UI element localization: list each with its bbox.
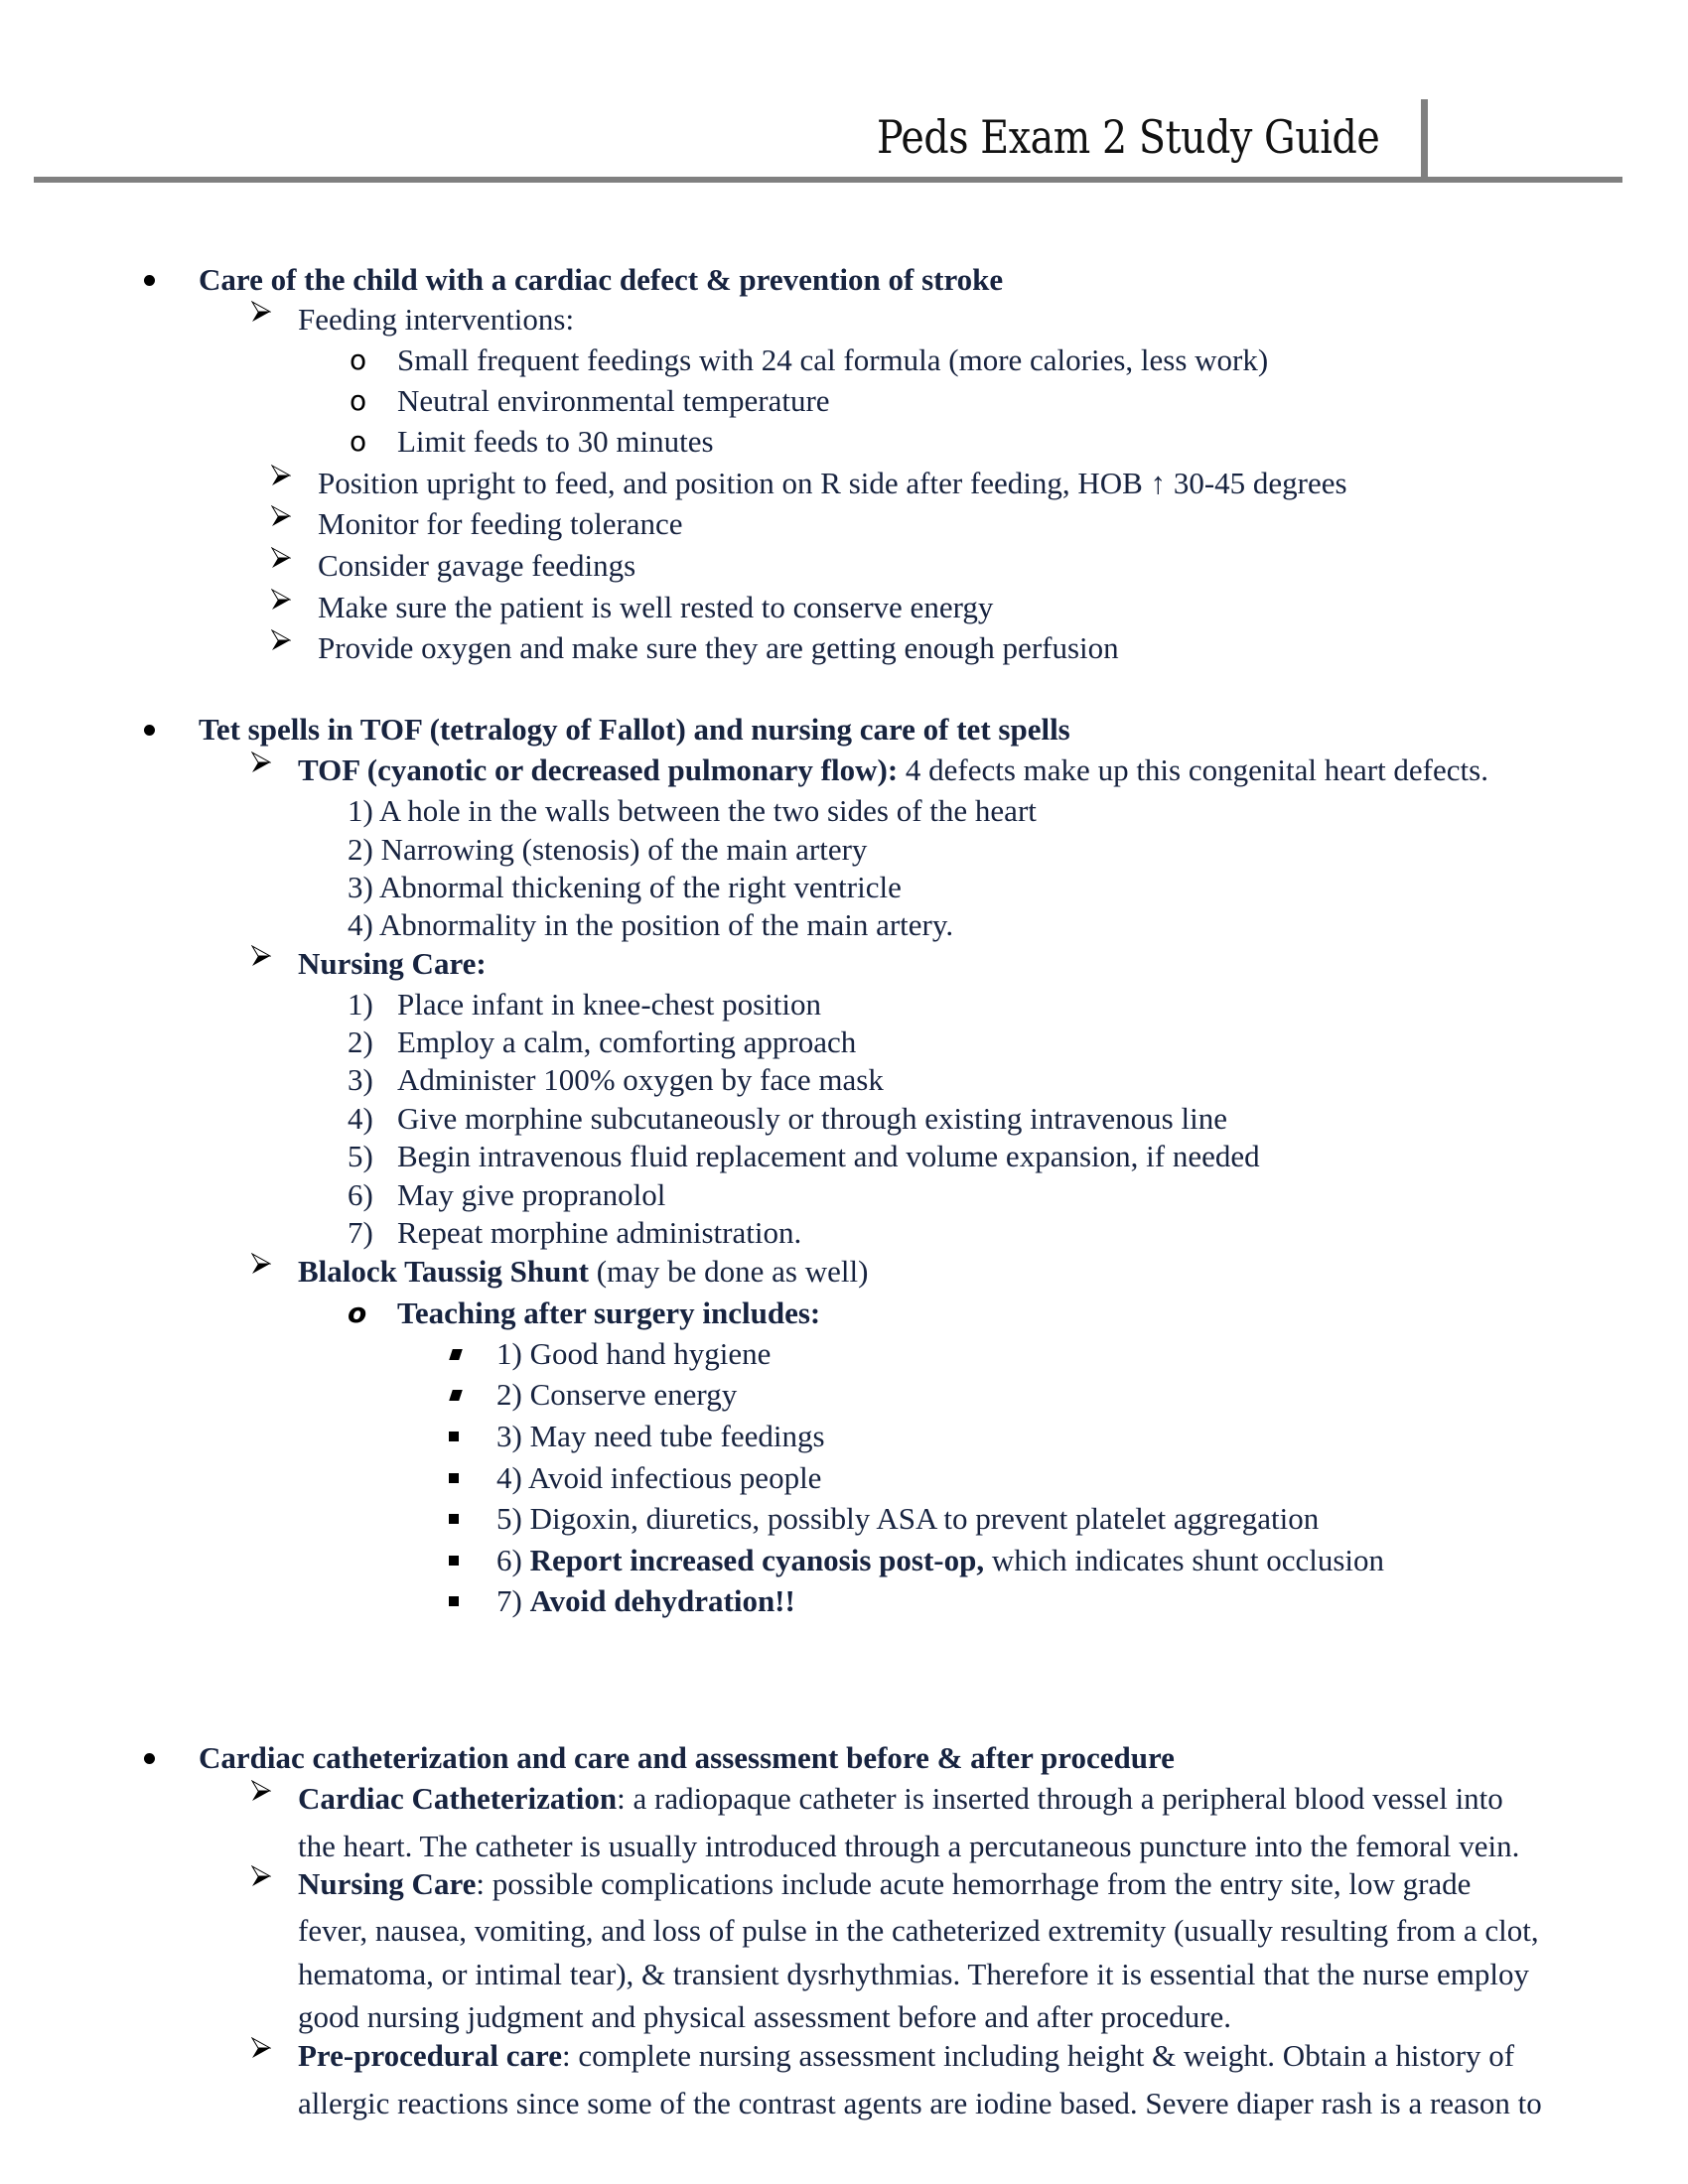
- teaching-item: 3) May need tube feedings: [496, 1419, 825, 1453]
- step-text: Administer 100% oxygen by face mask: [397, 1062, 884, 1097]
- square-bullet-icon: [449, 1556, 459, 1566]
- arrow-bullet-icon: [271, 629, 291, 651]
- circle-bullet-icon: o: [348, 1297, 367, 1329]
- tof-definition: [298, 751, 1488, 790]
- step-text: May give propranolol: [397, 1177, 666, 1212]
- square-bullet-icon: [449, 1349, 463, 1360]
- square-bullet-icon: [449, 1432, 459, 1441]
- pre-procedural-care: Pre-procedural care: complete nursing assessment including height & weight. Obtain a history of: [298, 2038, 1515, 2073]
- bullet-icon: [144, 725, 155, 736]
- section-heading: Care of the child with a cardiac defect & prevention of stroke: [199, 262, 1004, 297]
- step-number: 1): [348, 987, 373, 1022]
- list-item: Limit feeds to 30 minutes: [397, 424, 714, 459]
- list-item: Position upright to feed, and position on R side after feeding, HOB ↑ 30-45 degrees: [318, 466, 1347, 500]
- cath-definition: Cardiac Catheterization: a radiopaque catheter is inserted through a peripheral blood vessel into: [298, 1781, 1503, 1816]
- shunt-text: (may be done as well): [588, 1254, 869, 1289]
- shunt-label: Blalock Taussig Shunt: [298, 1254, 589, 1289]
- nursing-care-label: Nursing Care:: [298, 946, 487, 981]
- arrow-bullet-icon: [251, 945, 271, 967]
- arrow-bullet-icon: [251, 1253, 271, 1275]
- document-title: Peds Exam 2 Study Guide: [877, 110, 1380, 164]
- square-bullet-icon: [449, 1473, 459, 1483]
- square-bullet-icon: [449, 1390, 463, 1401]
- list-item: Provide oxygen and make sure they are getting enough perfusion: [318, 630, 1119, 665]
- pre-procedural-care-cont: allergic reactions since some of the contrast agents are iodine based. Severe diaper rash is a reason to: [298, 2086, 1542, 2120]
- step-text: Place infant in knee-chest position: [397, 987, 821, 1022]
- teaching-label: Teaching after surgery includes:: [397, 1296, 821, 1330]
- list-item: Consider gavage feedings: [318, 548, 636, 583]
- shunt-item: [298, 1252, 868, 1292]
- section-heading: Cardiac catheterization and care and assessment before & after procedure: [199, 1740, 1175, 1775]
- header-rule: [34, 177, 1622, 183]
- step-number: 5): [348, 1139, 373, 1173]
- teaching-item: 5) Digoxin, diuretics, possibly ASA to prevent platelet aggregation: [496, 1501, 1320, 1536]
- arrow-bullet-icon: [271, 465, 291, 486]
- feeding-label: Feeding interventions:: [298, 302, 575, 337]
- step-text: Employ a calm, comforting approach: [397, 1024, 857, 1059]
- defect-item: 2) Narrowing (stenosis) of the main artery: [348, 832, 868, 867]
- step-text: Begin intravenous fluid replacement and volume expansion, if needed: [397, 1139, 1260, 1173]
- bullet-icon: [144, 1753, 155, 1764]
- list-item: Make sure the patient is well rested to conserve energy: [318, 590, 994, 624]
- step-text: Give morphine subcutaneously or through existing intravenous line: [397, 1101, 1227, 1136]
- cath-nursing-care-cont: good nursing judgment and physical assessment before and after procedure.: [298, 1999, 1232, 2034]
- defect-item: 1) A hole in the walls between the two sides of the heart: [348, 793, 1037, 828]
- step-number: 4): [348, 1101, 373, 1136]
- arrow-bullet-icon: [271, 505, 291, 527]
- teaching-item: 1) Good hand hygiene: [496, 1336, 772, 1371]
- step-text: Repeat morphine administration.: [397, 1215, 802, 1250]
- cath-nursing-care: Nursing Care: possible complications include acute hemorrhage from the entry site, low grade: [298, 1866, 1472, 1901]
- step-number: 7): [348, 1215, 373, 1250]
- defect-item: 4) Abnormality in the position of the main artery.: [348, 907, 954, 942]
- list-item: Monitor for feeding tolerance: [318, 506, 683, 541]
- teaching-item: 6) Report increased cyanosis post-op, which indicates shunt occlusion: [496, 1543, 1385, 1577]
- bullet-icon: [144, 275, 155, 286]
- teaching-item: 7) Avoid dehydration!!: [496, 1583, 795, 1618]
- teaching-item: 4) Avoid infectious people: [496, 1460, 822, 1495]
- step-number: 6): [348, 1177, 373, 1212]
- list-item: Neutral environmental temperature: [397, 383, 830, 418]
- cath-nursing-care-cont: fever, nausea, vomiting, and loss of pulse in the catheterized extremity (usually resulting from a clot,: [298, 1913, 1539, 1948]
- circle-bullet-icon: o: [350, 343, 367, 376]
- arrow-bullet-icon: [251, 1780, 271, 1802]
- tof-label: TOF (cyanotic or decreased pulmonary flow):: [298, 752, 899, 787]
- square-bullet-icon: [449, 1514, 459, 1524]
- arrow-bullet-icon: [271, 547, 291, 569]
- step-number: 3): [348, 1062, 373, 1097]
- arrow-bullet-icon: [251, 751, 271, 773]
- cath-definition-cont: the heart. The catheter is usually introduced through a percutaneous puncture into the femoral vein.: [298, 1829, 1520, 1863]
- arrow-bullet-icon: [251, 2037, 271, 2059]
- teaching-item: 2) Conserve energy: [496, 1377, 738, 1412]
- cath-nursing-care-cont: hematoma, or intimal tear), & transient dysrhythmias. Therefore it is essential that the nurse employ: [298, 1957, 1529, 1991]
- tof-text: 4 defects make up this congenital heart defects.: [898, 752, 1488, 787]
- arrow-bullet-icon: [271, 589, 291, 611]
- square-bullet-icon: [449, 1596, 459, 1606]
- list-item: Small frequent feedings with 24 cal formula (more calories, less work): [397, 342, 1269, 377]
- arrow-bullet-icon: [251, 301, 271, 323]
- circle-bullet-icon: o: [350, 384, 367, 417]
- arrow-bullet-icon: [251, 1865, 271, 1887]
- section-heading: Tet spells in TOF (tetralogy of Fallot) and nursing care of tet spells: [199, 712, 1070, 747]
- defect-item: 3) Abnormal thickening of the right ventricle: [348, 870, 902, 904]
- header-divider-vertical: [1421, 99, 1428, 183]
- step-number: 2): [348, 1024, 373, 1059]
- circle-bullet-icon: o: [350, 425, 367, 458]
